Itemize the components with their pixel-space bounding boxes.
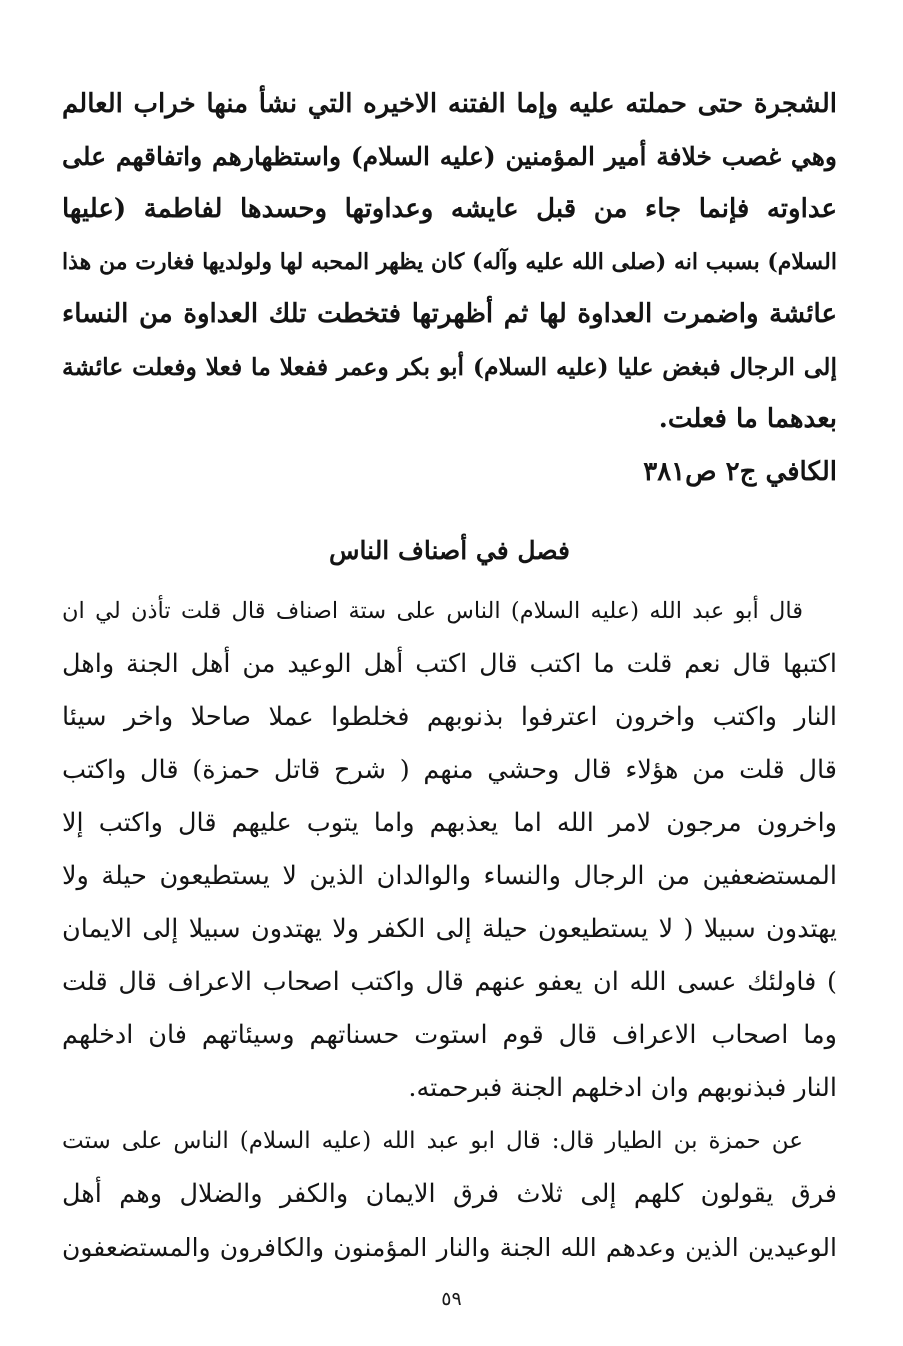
text-line: قال قلت من هؤلاء قال وحشي منهم ( شرح قاتل حمزة) قال واكتب (62, 754, 837, 785)
text-line: بعدهما ما فعلت. (658, 404, 837, 434)
text-line: يهتدون سبيلا ( لا يستطيعون حيلة إلى الكفر ولا يهتدون سبيلا إلى الايمان (62, 913, 837, 944)
text-line: الشجرة حتى حملته عليه وإما الفتنه الاخيره التي نشأ منها خراب العالم (62, 89, 837, 119)
text-line: ) فاولئك عسى الله ان يعفو عنهم قال واكتب اصحاب الاعراف قال قلت (62, 966, 837, 997)
text-line: الوعيدين الذين وعدهم الله الجنة والنار المؤمنون والكافرون والمستضعفون (62, 1232, 837, 1262)
page-body (62, 78, 837, 1274)
text-line: إلى الرجال فبغض عليا (عليه السلام) أبو بكر وعمر ففعلا ما فعلا وفعلت عائشة (62, 352, 837, 381)
text-line: اكتبها قال نعم قلت ما اكتب قال اكتب أهل الوعيد من أهل الجنة واهل (62, 648, 837, 679)
paragraph-six-categories (62, 585, 837, 1115)
text-line: واخرون مرجون لامر الله اما يعذبهم واما يتوب عليهم قال واكتب إلا (62, 807, 837, 838)
text-line: فرق يقولون كلهم إلى ثلاث فرق الايمان والكفر والضلال وهم أهل (62, 1178, 837, 1209)
text-line: النار واكتب واخرون اعترفوا بذنوبهم فخلطوا عملا صاحلا واخر سيئا (62, 701, 837, 732)
text-line: وما اصحاب الاعراف قال قوم استوت حسناتهم وسيئاتهم فان ادخلهم (62, 1019, 837, 1050)
text-line: السلام) بسبب انه (صلى الله عليه وآله) كان يظهر المحبه لها ولولديها فغارت من هذا (62, 248, 837, 275)
text-line: وهي غصب خلافة أمير المؤمنين (عليه السلام) واستظهارهم واتفاقهم على (62, 141, 837, 171)
text-line: عائشة واضمرت العداوة لها ثم أظهرتها فتخطت تلك العداوة من النساء (62, 299, 837, 329)
text-line: عن حمزة بن الطيار قال: قال ابو عبد الله (عليه السلام) الناس على ستت (62, 1127, 803, 1154)
section-heading: فصل في أصناف الناس (329, 535, 570, 565)
paragraph-opening (62, 78, 837, 446)
source-citation: الكافي ج٢ ص٣٨١ (643, 456, 837, 487)
text-line: المستضعفين من الرجال والنساء والوالدان الذين لا يستطيعون حيلة ولا (62, 860, 837, 891)
text-line: النار فبذنوبهم وان ادخلهم الجنة فبرحمته. (408, 1072, 837, 1103)
text-line: عداوته فإنما جاء من قبل عايشه وعداوتها وحسدها لفاطمة (عليها (62, 194, 837, 224)
page-number: ٥٩ (441, 1288, 462, 1310)
text-line: قال أبو عبد الله (عليه السلام) الناس على ستة اصناف قال قلت تأذن لي ان (62, 597, 803, 624)
paragraph-hamza-narration (62, 1115, 837, 1274)
